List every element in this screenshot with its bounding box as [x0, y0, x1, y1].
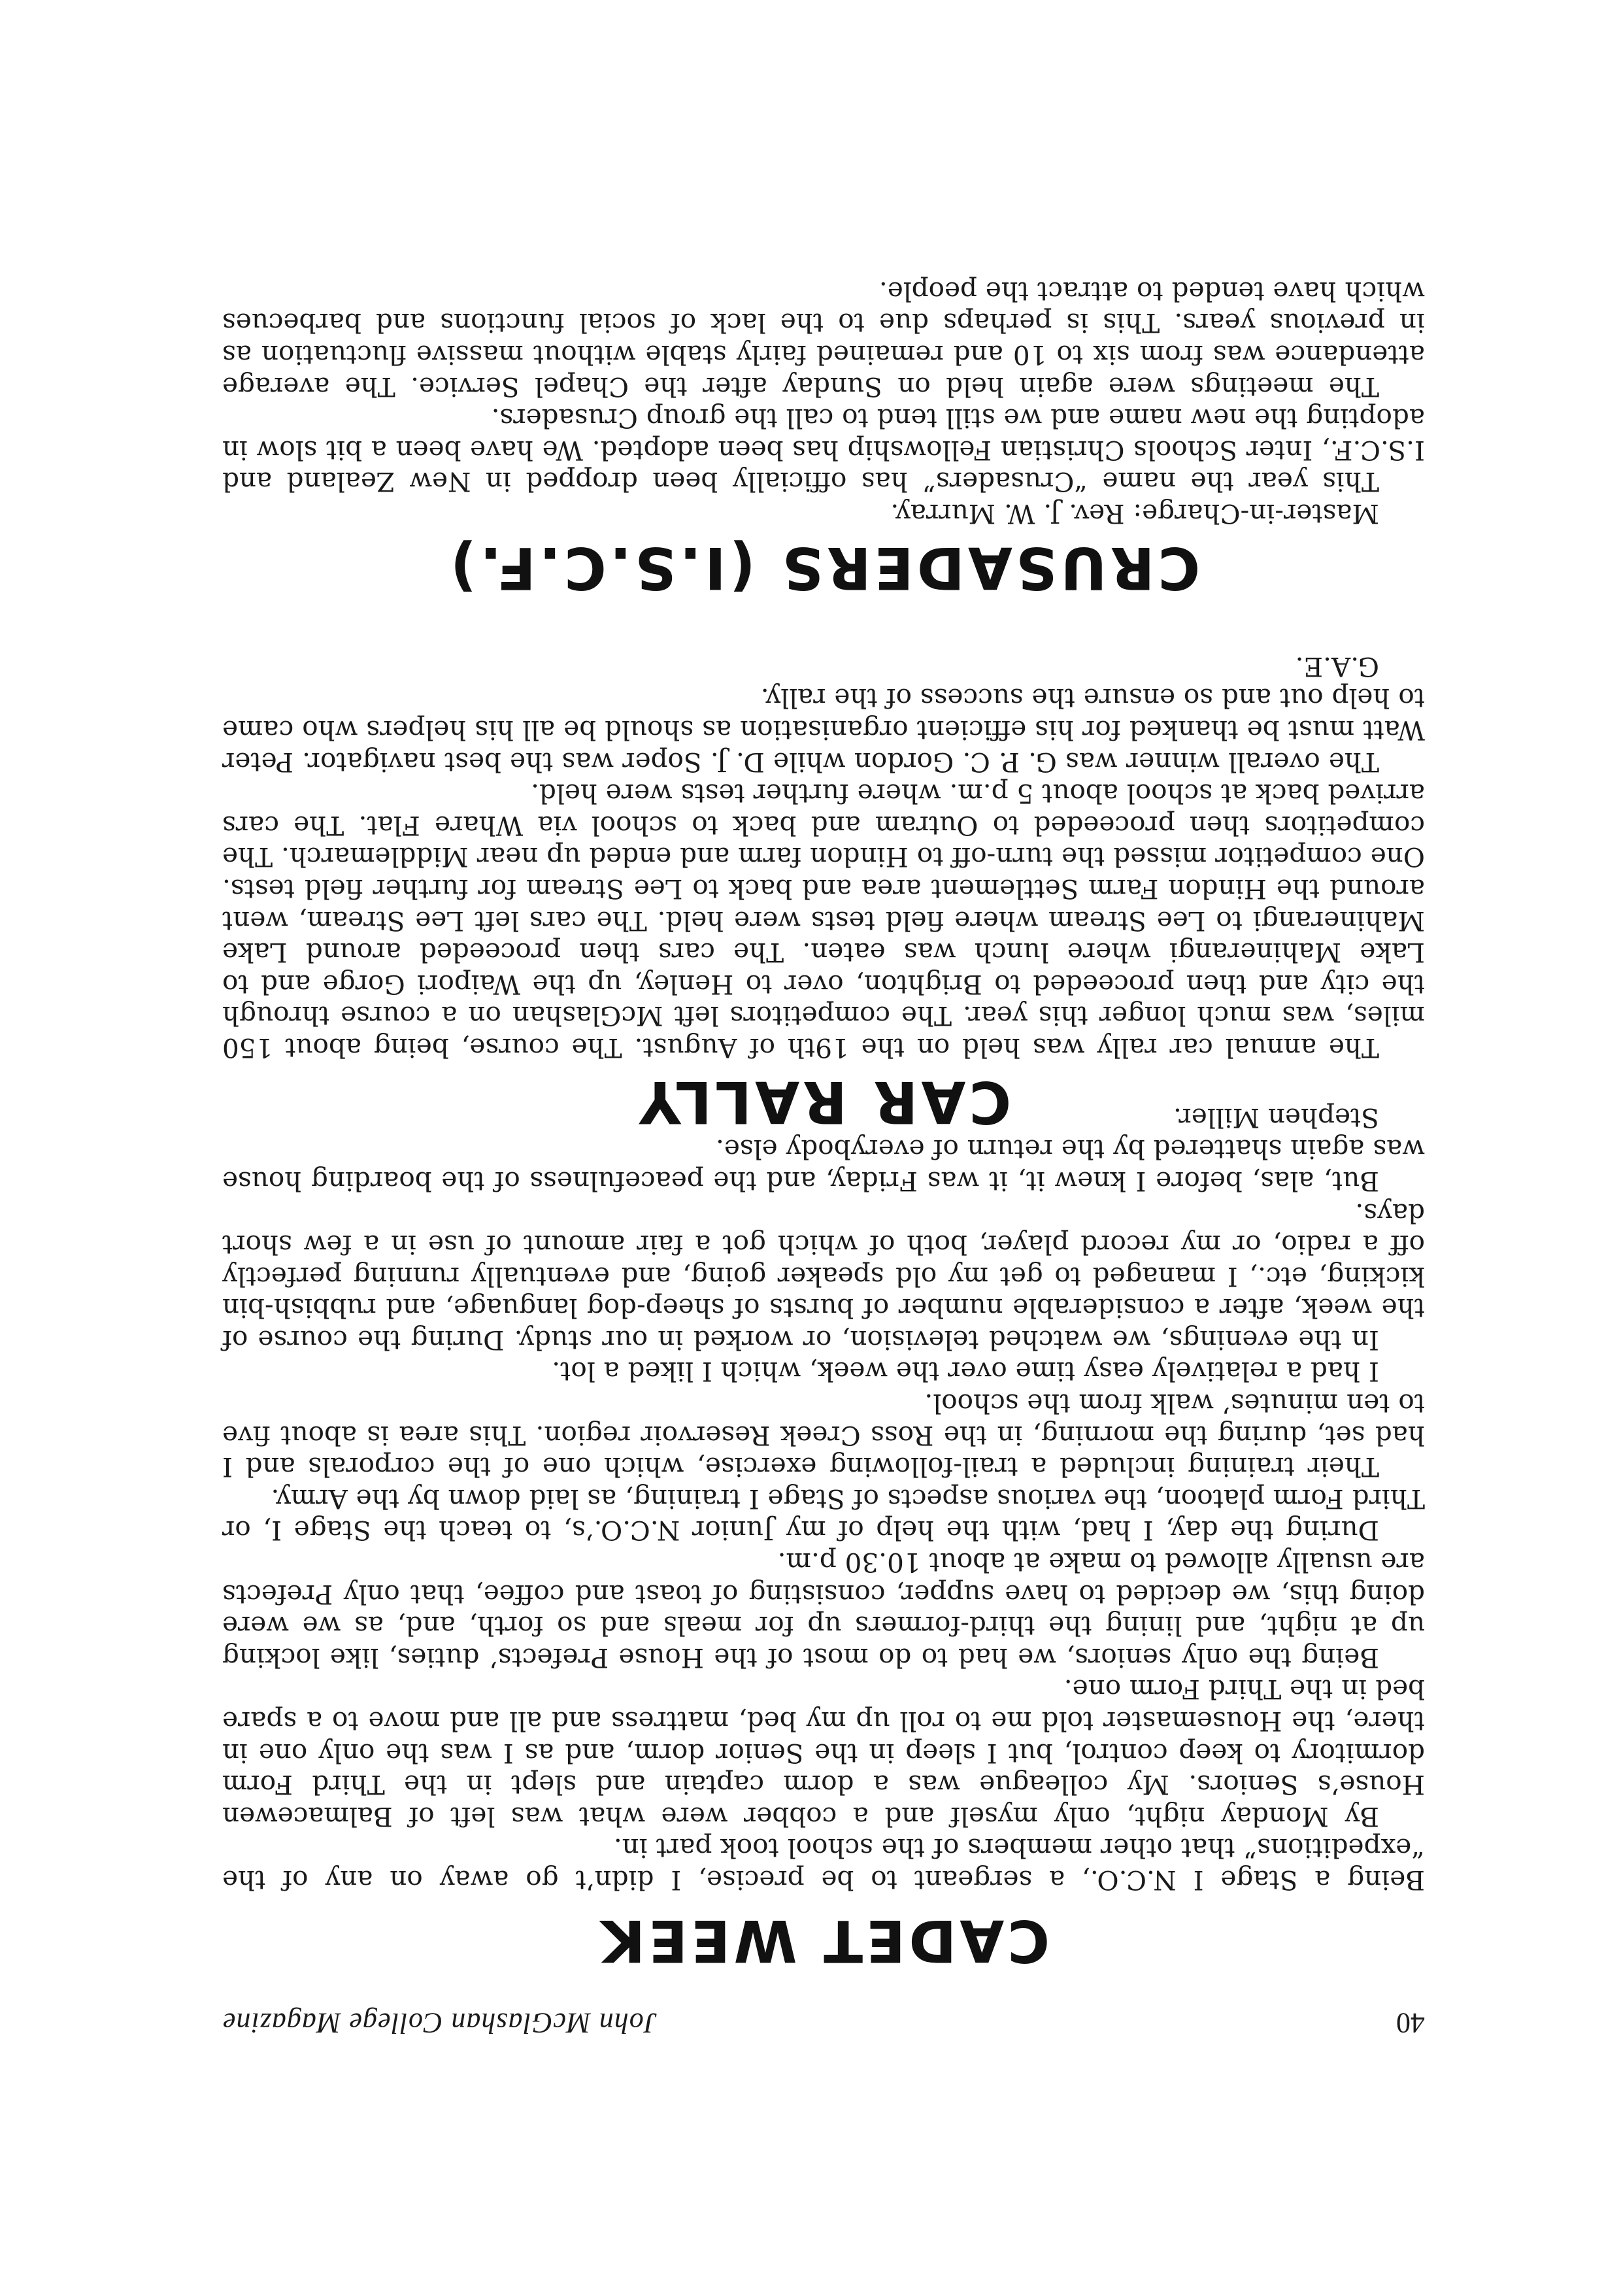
author-signature: Stephen Miller.	[1173, 1102, 1379, 1134]
paragraph: In the evenings, we watched television, or worked in our study. During the course of the week, after a considerable number of bursts of sheep-dog language, and rubbish-bin kicking, etc., I managed to get my old speaker going, and eventually running perfectly off a radio, or my record player, both of which got a fair amount of use in a few short days.	[222, 1197, 1425, 1356]
magazine-title: John McGlashan College Magazine	[222, 2007, 658, 2039]
author-initials: G.A.E.	[1295, 650, 1379, 683]
crusaders-body	[222, 275, 1425, 530]
paragraph: The overall winner was G. P. C. Gordon while D. J. Soper was the best navigator. Peter Watt must be thanked for his efficient organisation as should be all his helpers who came to help out and so ensure the success of the rally.	[222, 683, 1425, 778]
car-rally-heading: CAR RALLY	[635, 1068, 1012, 1136]
cadet-week-body	[222, 1102, 1425, 1896]
paragraph: Being the only seniors, we had to do most of the House Prefects’ duties, like locking up at night, and lining the third-formers up for meals and so forth, and, as we were doing this, we decided to have supper, consisting of toast and coffee, that only Prefects are usually allowed to make at about 10.30 p.m.	[222, 1547, 1425, 1674]
master-in-charge: Master-in-Charge: Rev. J. W. Murray.	[890, 498, 1379, 530]
crusaders-section	[222, 534, 1425, 601]
paragraph: By Monday night, only myself and a cobber were what was left of Balmacewen House’s Seniors. My colleague was a dorm captain and slept in the Third Form dormitory to keep control, but I sleep in the Senior dorm, and as I was the only one in there, the Housemaster told me to roll up my bed, mattress and all and move to a spare bed in the Third Form one.	[222, 1674, 1425, 1832]
crusaders-heading: CRUSADERS (I.S.C.F.)	[446, 534, 1201, 601]
paragraph: During the day, I had, with the help of my Junior N.C.O.’s, to teach the Stage I, or Third Form platoon, the various aspects of Stage I training, as laid down by the Army.	[222, 1483, 1425, 1547]
paragraph: The annual car rally was held on the 19th of August. The course, being about 150 miles, was much longer this year. The competitors left McGlashan on a course through the city and then proceeded to Brighton, over to Henley, up the Waipori Gorge and to Lake Mahinerangi where lunch was eaten. The cars then proceeded around Lake Mahinerangi to Lee Stream where field tests were held. The cars left Lee Stream, went around the Hindon Farm Settlement area and back to Lee Stream for further field tests. One competitor missed the turn-off to Hindon farm and ended up near Middlemarch. The competitors then proceeded to Outram and back to school via Whare Flat. The cars arrived back at school about 5 p.m. where further tests were held.	[222, 778, 1425, 1064]
paragraph: Their training included a trail-following exercise, which one of the corporals and I had set, during the morning, in the Ross Creek Reservoir region. This area is about five to ten minutes’ walk from the school.	[222, 1388, 1425, 1483]
paragraph: But, alas, before I knew it, it was Friday, and the peacefulness of the boarding house was again shattered by the return of everybody else.	[222, 1134, 1425, 1197]
paragraph: The meetings were again held on Sunday after the Chapel Service. The average attendance was from six to 10 and remained fairly stable without massive fluctuation as in previous years. This is perhaps due to the lack of social functions and barbecues which have tended to attract the people.	[222, 275, 1425, 403]
paragraph: Being a Stage I N.C.O., a sergeant to be precise, I didn’t go away on any of the “expeditions” that other members of the school took part in.	[222, 1832, 1425, 1896]
car-rally-section	[222, 1068, 1425, 1136]
car-rally-body	[222, 650, 1425, 1064]
cadet-week-section	[222, 1907, 1425, 1974]
cadet-week-heading: CADET WEEK	[597, 1907, 1050, 1974]
page-number: 40	[1396, 2007, 1425, 2039]
paragraph: This year the name “Crusaders” has officially been dropped in New Zealand and I.S.C.F., Inter Schools Christian Fellowship has been adopted. We have been a bit slow in adopting the new name and we still tend to call the group Crusaders.	[222, 403, 1425, 498]
paragraph: I had a relatively easy time over the week, which I liked a lot.	[552, 1356, 1379, 1388]
page-header	[222, 2001, 1425, 2040]
